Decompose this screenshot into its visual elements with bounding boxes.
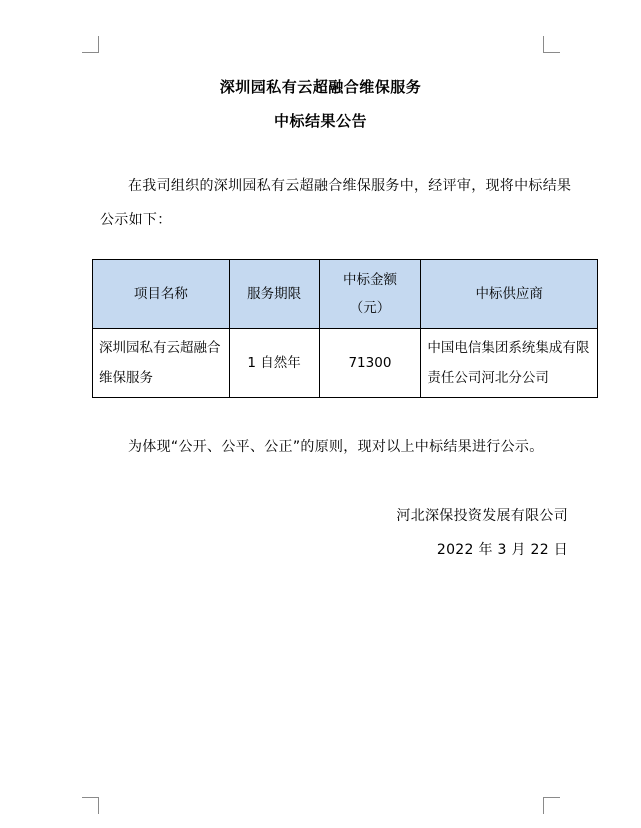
header-amount-line2: （元） — [349, 300, 391, 316]
document-title: 深圳园私有云超融合维保服务 — [219, 78, 422, 96]
signature-date: 2022 年 3 月 22 日 — [436, 542, 568, 558]
closing-paragraph: 为体现“公开、公平、公正”的原则，现对以上中标结果进行公示。 — [128, 439, 544, 455]
cell-amount: 71300 — [319, 329, 421, 398]
company-signature: 河北深保投资发展有限公司 — [396, 508, 568, 524]
crop-mark-bottom-right — [543, 797, 560, 814]
header-supplier: 中标供应商 — [421, 260, 598, 329]
table-row — [93, 329, 598, 398]
cell-service-period: 1 自然年 — [229, 329, 319, 398]
crop-mark-top-left — [82, 36, 99, 53]
cell-supplier: 中国电信集团系统集成有限责任公司河北分公司 — [421, 329, 598, 398]
table-header-row — [93, 260, 598, 329]
header-amount-line1: 中标金额 — [342, 272, 397, 288]
crop-mark-bottom-left — [82, 797, 99, 814]
header-amount — [319, 260, 421, 329]
cell-project-name: 深圳园私有云超融合维保服务 — [93, 329, 230, 398]
header-project-name: 项目名称 — [93, 260, 230, 329]
crop-mark-top-right — [543, 36, 560, 53]
award-table — [92, 259, 598, 398]
header-service-period: 服务期限 — [229, 260, 319, 329]
document-subtitle: 中标结果公告 — [273, 112, 367, 130]
intro-paragraph: 在我司组织的深圳园私有云超融合维保服务中，经评审，现将中标结果公示如下： — [100, 178, 572, 228]
